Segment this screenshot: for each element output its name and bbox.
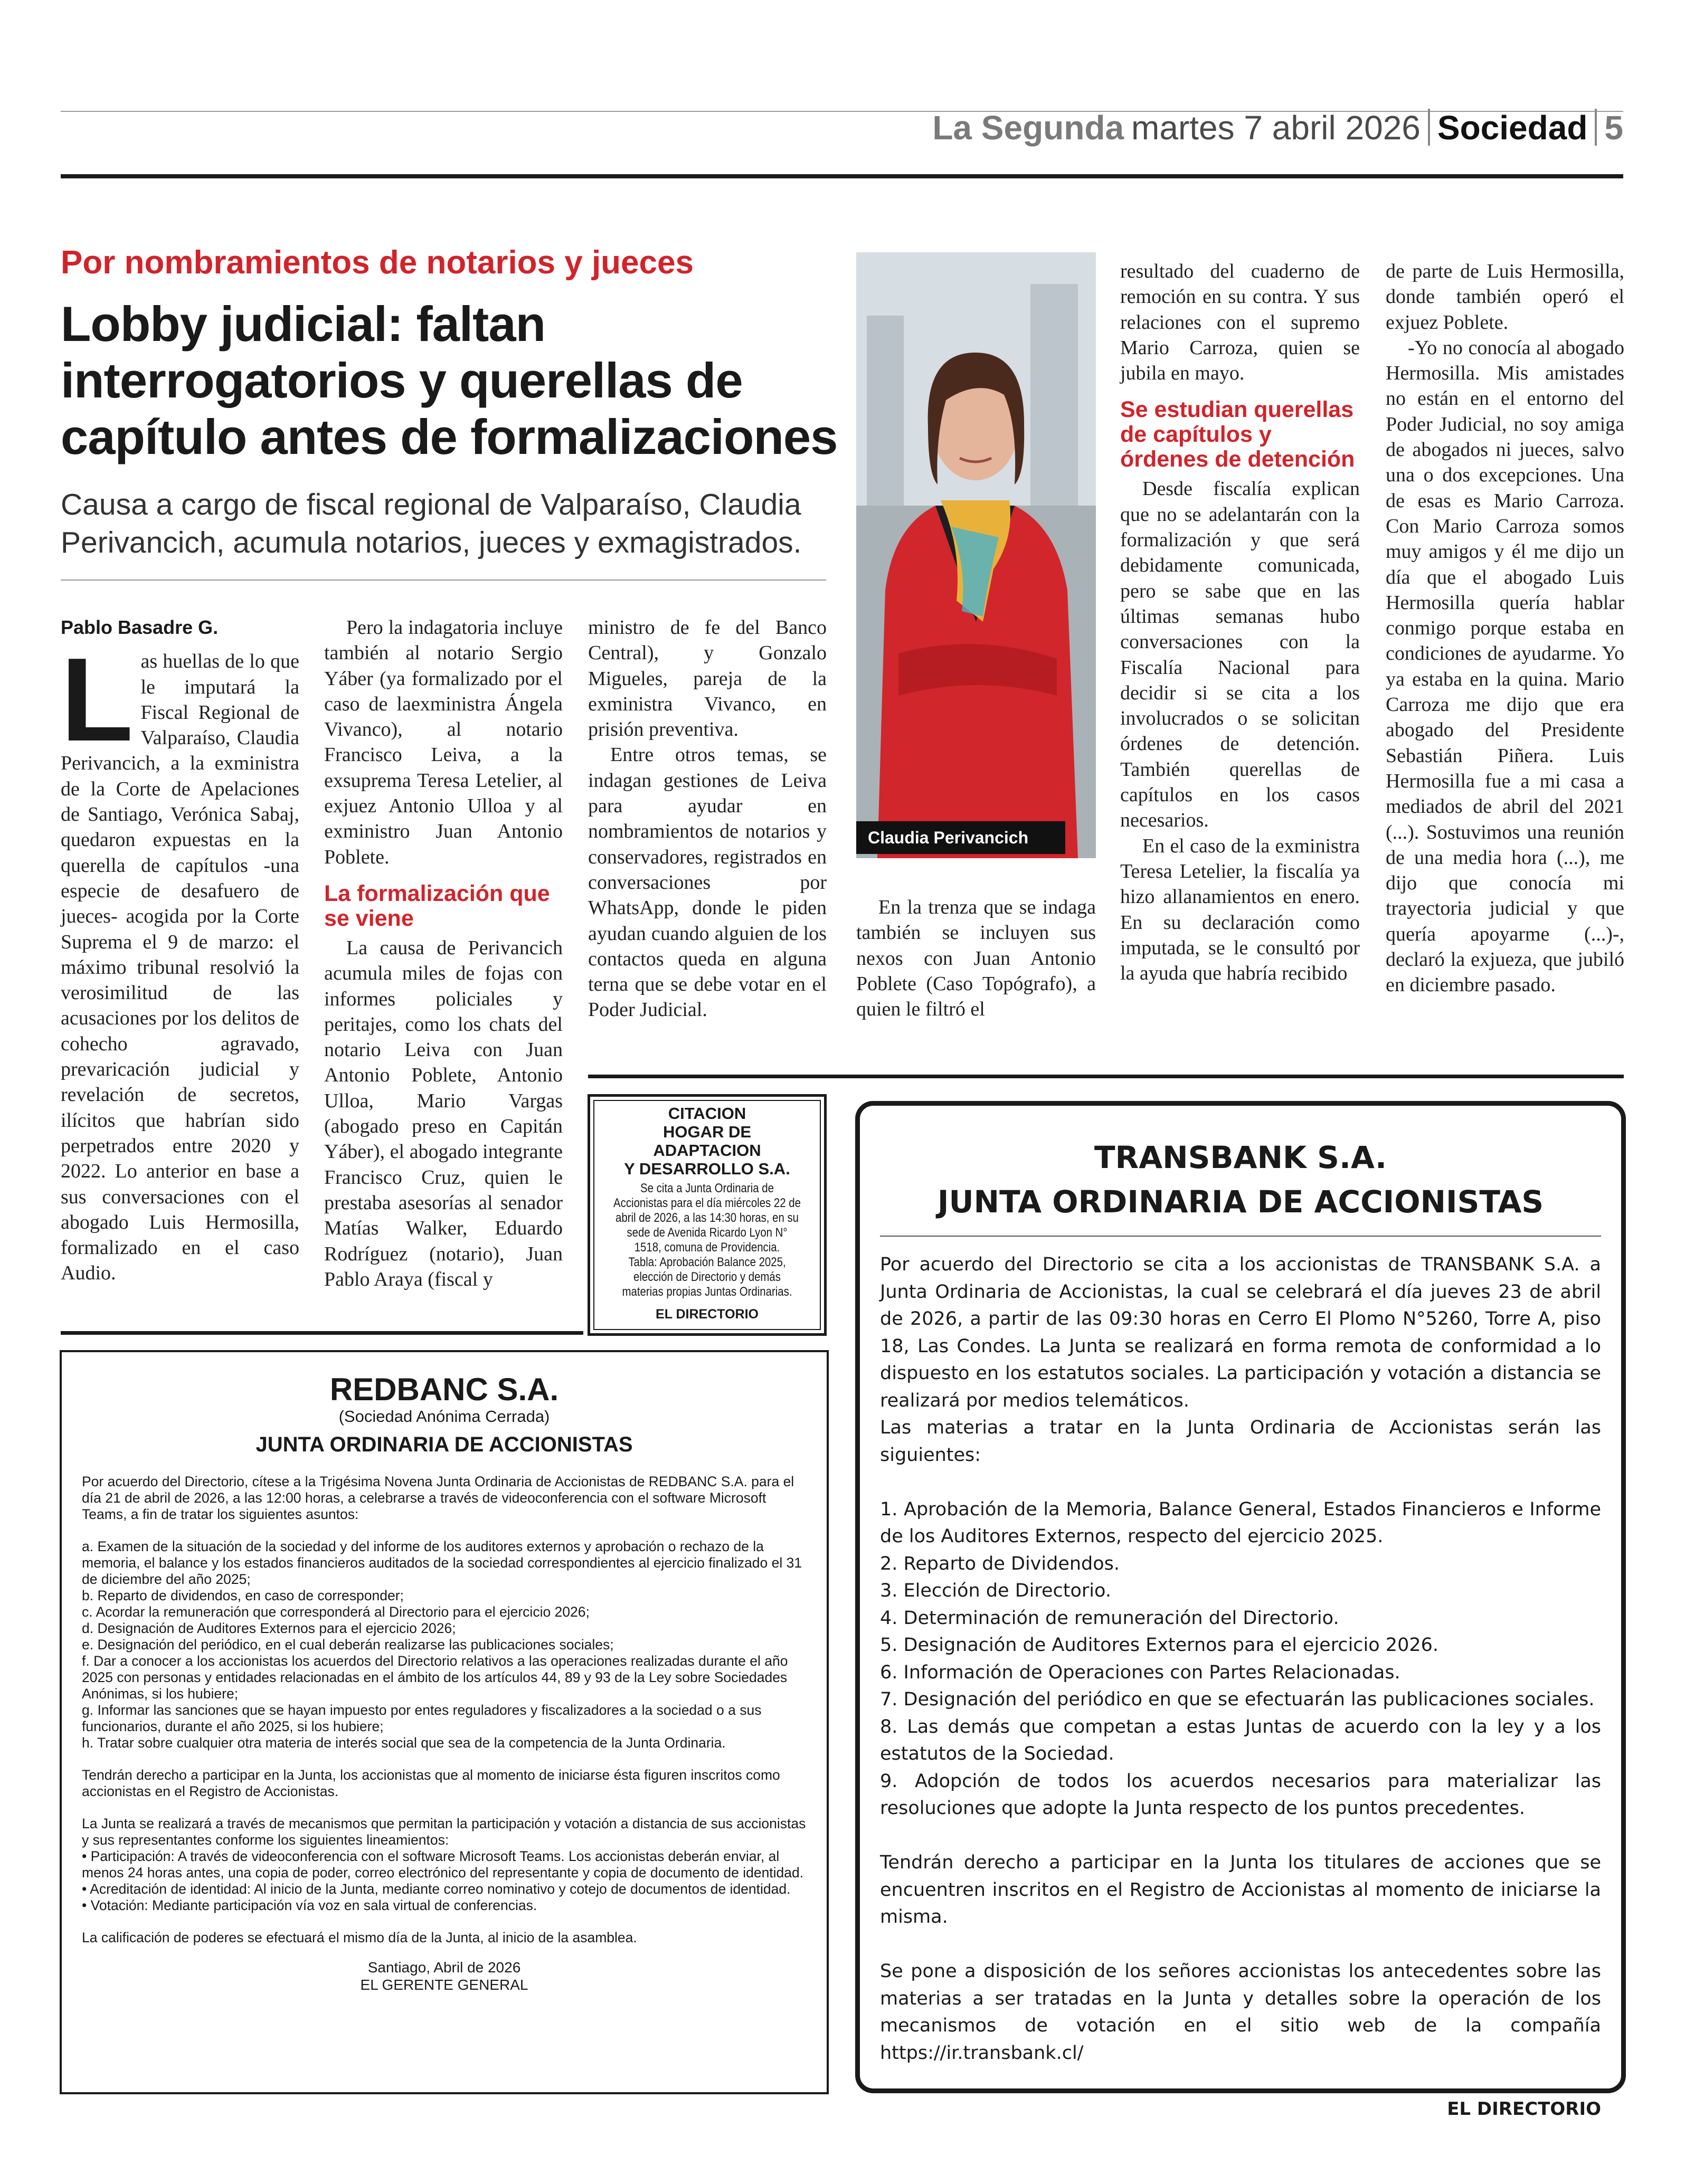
drop-cap: L	[61, 633, 134, 766]
transbank-item: 9. Adopción de todos los acuerdos necesarios para materializar las resoluciones que adopte la Junta respecto de los puntos precedentes.	[880, 1770, 1601, 1819]
transbank-item: 7. Designación del periódico en que se efectuarán las publicaciones sociales.	[880, 1689, 1595, 1710]
page-header	[61, 108, 1623, 156]
paragraph: En la trenza que se indaga también se incluyen sus nexos con Juan Antonio Poblete (Caso Topógrafo), a quien le filtró el	[856, 896, 1096, 1021]
redbanc-guideline: • Votación: Mediante participación vía voz en sala virtual de conferencias.	[82, 1897, 537, 1913]
article-column-4	[856, 895, 1096, 1022]
transbank-item: 3. Elección de Directorio.	[880, 1580, 1111, 1601]
paragraph: de parte de Luis Hermosilla, donde también operó el exjuez Poblete.	[1386, 260, 1624, 334]
citacion-notice	[588, 1094, 827, 1336]
publication-name: La Segunda	[932, 109, 1124, 147]
redbanc-signature: EL GERENTE GENERAL	[360, 1977, 528, 1993]
transbank-item: 1. Aprobación de la Memoria, Balance General, Estados Financieros e Informe de los Auditores Externos, respecto del ejercicio 2025.	[880, 1498, 1601, 1547]
photo-caption: Claudia Perivancich	[856, 821, 1065, 854]
transbank-notice	[855, 1101, 1626, 2120]
article-column-5	[1120, 259, 1360, 986]
citacion-content	[611, 1104, 803, 1322]
redbanc-participation: Tendrán derecho a participar en la Junta, los accionistas que al momento de iniciarse ésta figuren inscritos como accionistas en el Registro de Accionistas.	[82, 1767, 780, 1799]
transbank-heading: JUNTA ORDINARIA DE ACCIONISTAS	[937, 1184, 1544, 1220]
article-column-6	[1386, 259, 1624, 998]
transbank-item: 4. Determinación de remuneración del Directorio.	[880, 1607, 1339, 1629]
paragraph: resultado del cuaderno de remoción en su contra. Y sus relaciones con el supremo Mario Carroza, quien se jubila en mayo.	[1120, 260, 1360, 385]
transbank-body	[880, 1251, 1601, 2067]
header-divider	[1595, 109, 1597, 146]
transbank-item: 6. Información de Operaciones con Partes Relacionadas.	[880, 1661, 1400, 1683]
transbank-content	[880, 1135, 1601, 2120]
article-column-2	[324, 615, 563, 1292]
transbank-intro: Por acuerdo del Directorio se cita a los accionistas de TRANSBANK S.A. a Junta Ordinaria de Accionistas, la cual se celebrará el día jueves 23 de abril de 2026, a partir de las 09:30 horas en Cerro El Plomo N°5260, Torre A, piso 18, Las Condes. La Junta se realizará en forma remota de conformidad a lo dispuesto en los estatutos sociales. La participación y votación a distancia se realizará por medios telemáticos.	[880, 1254, 1601, 1411]
article-column-1	[61, 615, 299, 1286]
redbanc-item: a. Examen de la situación de la sociedad y del informe de los auditores externos y aprobación o rechazo de la memoria, el balance y los estados financieros auditados de la sociedad correspondientes al ejercicio finalizado el 31 de diciembre del año 2025;	[82, 1539, 802, 1587]
transbank-title: TRANSBANK S.A.	[1094, 1140, 1387, 1175]
header-rule	[61, 174, 1623, 178]
subhead-formalizacion: La formalización que se viene	[324, 880, 550, 931]
article-kicker: Por nombramientos de notarios y jueces	[61, 244, 694, 281]
portrait-illustration	[856, 252, 1096, 858]
transbank-participation: Tendrán derecho a participar en la Junta los titulares de acciones que se encuentren inscritos en el Registro de Accionistas al momento de iniciarse la misma.	[880, 1852, 1601, 1927]
page-number: 5	[1604, 109, 1623, 147]
redbanc-item: g. Informar las sanciones que se hayan impuesto por entes reguladores y fiscalizadores a la sociedad o a sus funcionarios, durante el año 2025, si los hubiere;	[82, 1702, 762, 1734]
paragraph: -Yo no conocía al abogado Hermosilla. Mis amistades no están en el entorno del Poder Judicial, no soy amiga de abogados ni jueces, salvo una o dos excepciones. Una de esas es Mario Carroza. Con Mario Carroza somos muy amigos y él me dijo un día que el abogado Luis Hermosilla quería hablar conmigo porque estaba en condiciones de ayudarme. Yo ya estaba en la quina. Mario Carroza me dijo que era abogado del Presidente Sebastián Piñera. Luis Hermosilla fue a mi casa a mediados de abril del 2021 (...). Sostuvimos una reunión de una media hora (...), me dijo que conocía mi trayectoria judicial y que quería apoyarme (...)-, declaró la exjueza, que jubiló en diciembre pasado.	[1386, 336, 1624, 996]
redbanc-content	[82, 1372, 807, 1993]
redbanc-item: e. Designación del periódico, en el cual deberán realizarse las publicaciones sociales;	[82, 1637, 614, 1653]
redbanc-body	[82, 1474, 807, 1946]
article-deck: Causa a cargo de fiscal regional de Valparaíso, Claudia Perivancich, acumula notarios, jueces y exmagistrados.	[61, 488, 802, 559]
paragraph: as huellas de lo que le imputará la Fiscal Regional de Valparaíso, Claudia Perivancich, a la exministra de la Corte de Apelaciones de Santiago, Verónica Sabaj, quedaron expuestas en la querella de capítulos -una especie de desafuero de jueces- acogida por la Corte Suprema el 9 de marzo: el máximo tribunal resolvió la verosimilitud de las acusaciones por los delitos de cohecho agravado, prevaricación judicial y revelación de secretos, ilícitos que habrían sido perpetrados entre 2020 y 2022. Lo anterior en base a sus conversaciones con el abogado Luis Hermosilla, formalizado en el caso Audio.	[61, 650, 299, 1285]
redbanc-guideline: • Participación: A través de videoconferencia con el software Microsoft Teams. Los accionistas deberán enviar, al menos 24 horas antes, una copia de poder, correo electrónico del representante y copia de documento de identidad.	[82, 1848, 804, 1881]
redbanc-intro: Por acuerdo del Directorio, cítese a la Trigésima Novena Junta Ordinaria de Accionistas de REDBANC S.A. para el día 21 de abril de 2026, a las 12:00 horas, a celebrarse a través de videoconferencia con el software Microsoft Teams, a fin de tratar los siguientes asuntos:	[82, 1474, 794, 1522]
issue-date: martes 7 abril 2026	[1131, 109, 1421, 147]
redbanc-subtitle: (Sociedad Anónima Cerrada)	[338, 1407, 550, 1426]
subhead-querellas: Se estudian querellas de capítulos y órdenes de detención	[1120, 397, 1355, 472]
redbanc-powers: La calificación de poderes se efectuará el mismo día de la Junta, al inicio de la asamblea.	[82, 1930, 637, 1945]
section-name: Sociedad	[1437, 109, 1588, 147]
citacion-title: CITACION HOGAR DE ADAPTACION Y DESARROLLO S.A.	[624, 1104, 790, 1178]
transbank-signature: EL DIRECTORIO	[1447, 2098, 1601, 2120]
redbanc-remote-intro: La Junta se realizará a través de mecanismos que permitan la participación y votación a distancia de sus accionistas y sus representantes conforme los siguientes lineamientos:	[82, 1816, 806, 1848]
citacion-body: Se cita a Junta Ordinaria de Accionistas para el día miércoles 22 de abril de 2026, a las 14:30 horas, en su sede de Avenida Ricardo Lyon N° 1518, comuna de Providencia. Tabla: Aprobación Balance 2025, elección de Directorio y demás materias propias Juntas Ordinarias.	[613, 1181, 801, 1299]
paragraph: En el caso de la exministra Teresa Letelier, la fiscalía ya hizo allanamientos en enero. En su declaración como imputada, se le consultó por la ayuda que habría recibido	[1120, 834, 1360, 985]
redbanc-item: b. Reparto de dividendos, en caso de corresponder;	[82, 1588, 404, 1603]
paragraph: Pero la indagatoria incluye también al notario Sergio Yáber (ya formalizado por el caso de laexministra Ángela Vivanco), al notario Francisco Leiva, a la exsuprema Teresa Letelier, al exjuez Antonio Ulloa y al exministro Juan Antonio Poblete.	[324, 616, 563, 868]
article-column-3	[588, 615, 827, 1023]
transbank-availability: Se pone a disposición de los señores accionistas los antecedentes sobre las materias a ser tratadas en la Junta y detalles sobre la operación de los mecanismos de votación en el sitio web de la compañía https://ir.transbank.cl/	[880, 1961, 1601, 2064]
redbanc-item: d. Designación de Auditores Externos para el ejercicio 2026;	[82, 1620, 456, 1636]
paragraph: Desde fiscalía explican que no se adelantarán con la formalización y que será debidamente comunicada, pero se sabe que en las últimas semanas hubo conversaciones con la Fiscalía Nacional para decidir si se cita a los involucrados o se solicitan órdenes de detención. También querellas de capítulos en los casos necesarios.	[1120, 478, 1360, 832]
redbanc-title: REDBANC S.A.	[329, 1372, 559, 1407]
article-bottom-rule	[61, 1331, 583, 1335]
redbanc-item: f. Dar a conocer a los accionistas los acuerdos del Directorio relativos a las operaciones realizadas durante el año 2025 con personas y entidades relacionadas en el ámbito de los artículos 44, 89 y 93 de la Ley sobre Sociedades Anónimas, si los hubiere;	[82, 1653, 788, 1702]
paragraph: ministro de fe del Banco Central), y Gonzalo Migueles, pareja de la exministra Vivanco, en prisión preventiva.	[588, 616, 827, 741]
redbanc-place-date: Santiago, Abril de 2026	[367, 1959, 521, 1976]
transbank-item: 2. Reparto de Dividendos.	[880, 1553, 1120, 1574]
transbank-divider	[880, 1236, 1601, 1237]
redbanc-guideline: • Acreditación de identidad: Al inicio de la Junta, mediante correo nominativo y cotejo de documentos de identidad.	[82, 1881, 791, 1897]
transbank-items-intro: Las materias a tratar en la Junta Ordinaria de Accionistas serán las siguientes:	[880, 1417, 1601, 1466]
transbank-item: 5. Designación de Auditores Externos para el ejercicio 2026.	[880, 1635, 1438, 1656]
paragraph: Entre otros temas, se indagan gestiones de Leiva para ayudar en nombramientos de notarios y conservadores, registrados en conversaciones por WhatsApp, donde le piden ayudan cuando alguien de los contactos queda en alguna terna que se debe votar en el Poder Judicial.	[588, 744, 827, 1021]
article-headline: Lobby judicial: faltan interrogatorios y querellas de capítulo antes de formalizaciones	[61, 296, 838, 464]
redbanc-heading: JUNTA ORDINARIA DE ACCIONISTAS	[255, 1433, 633, 1456]
deck-rule	[61, 580, 826, 581]
transbank-item: 8. Las demás que competan a estas Juntas de acuerdo con la ley y a los estatutos de la Sociedad.	[880, 1716, 1601, 1764]
paragraph: La causa de Perivancich acumula miles de fojas con informes policiales y peritajes, como los chats del notario Leiva con Juan Antonio Poblete, Antonio Ulloa, Mario Vargas (abogado preso en Capitán Yáber), el abogado integrante Francisco Cruz, quien le prestaba asesorías al senador Matías Walker, Eduardo Rodríguez (notario), Juan Pablo Araya (fiscal y	[324, 936, 563, 1290]
redbanc-item: h. Tratar sobre cualquier otra materia de interés social que sea de la competencia de la Junta Ordinaria.	[82, 1735, 726, 1751]
ads-top-rule	[588, 1075, 1624, 1078]
photo-claudia-perivancich	[856, 252, 1096, 858]
byline: Pablo Basadre G.	[61, 616, 219, 638]
citacion-signature: EL DIRECTORIO	[656, 1307, 759, 1322]
redbanc-item: c. Acordar la remuneración que corresponderá al Directorio para el ejercicio 2026;	[82, 1604, 590, 1620]
header-divider	[1428, 109, 1430, 146]
redbanc-notice	[60, 1350, 829, 2094]
